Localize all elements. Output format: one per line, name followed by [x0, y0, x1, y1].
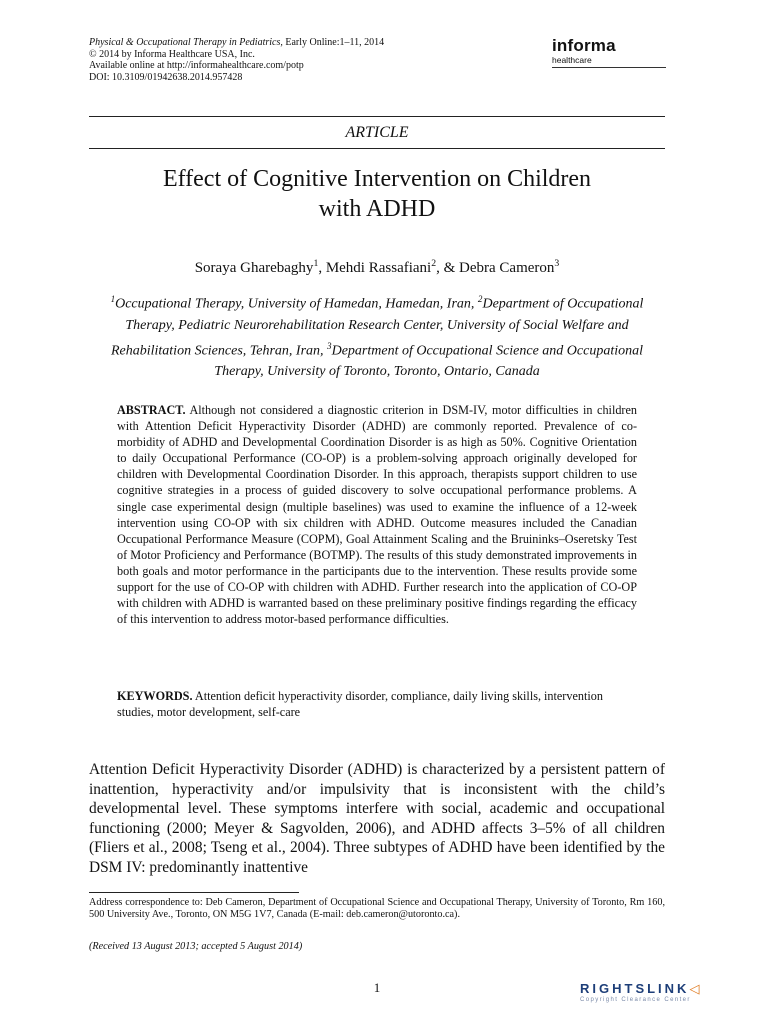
paper-title [89, 164, 665, 224]
author-list [89, 255, 665, 277]
affiliation-2: Department of Occupational Therapy, Pediatric Neurorehabilitation Research Center, University of Social Welfare and Rehabilitation Sciences, Tehran, Iran, [110, 296, 644, 359]
keywords-label: KEYWORDS. [117, 689, 193, 703]
top-rule [89, 116, 665, 117]
affiliation-1: Occupational Therapy, University of Hamedan, Hamedan, Iran, [115, 296, 478, 312]
availability-line: Available online at http://informahealthcare.com/potp [89, 60, 304, 71]
abstract-text: Although not considered a diagnostic criterion in DSM-IV, motor difficulties in children with Attention Deficit Hyperactivity Disorder (ADHD) are commonly reported. Prevalence of co-morbidity of ADHD and Developmental Coordination Disorder is as high as 50%. Cognitive Orientation to daily Occupational Performance (CO-OP) is a problem-solving approach originally developed for children with Developmental Coordination Disorder. In this approach, therapists support children to use cognitive strategies in a process of guided discovery to solve occupational performance problems. A single case experimental design (multiple baselines) was used to examine the influence of a 12-week intervention using CO-OP with six children with ADHD. Outcome measures included the Canadian Occupational Performance Measure (COPM), Goal Attainment Scaling and the Bruininks–Oseretsky Test of Motor Proficiency and Performance (BOTMP). The results of this study demonstrated improvements in both goals and motor performance in the participants due to the intervention. These results provide some support for the use of CO-OP with children with ADHD. Further research into the application of CO-OP with children with ADHD is warranted based on these preliminary positive findings regarding the efficacy of this intervention to address motor-based performance difficulties. [117, 403, 637, 627]
publisher-subname: healthcare [552, 55, 666, 68]
author-name: Debra Cameron [459, 260, 555, 276]
body-paragraph: Attention Deficit Hyperactivity Disorder (ADHD) is characterized by a persistent pattern of inattention, hyperactivity and/or impulsivity that is inconsistent with the child’s developmental level. These symptoms interfere with social, academic and occupational functioning (2000; Meyer & Sagvolden, 2006), and ADHD affects 3–5% of all children (Fliers et al., 2008; Tseng et al., 2004). Three subtypes of ADHD have been identified by the DSM IV: predominantly inattentive [89, 761, 665, 876]
copyright-line: © 2014 by Informa Healthcare USA, Inc. [89, 48, 255, 60]
title-line-2: with ADHD [318, 196, 436, 222]
journal-header [89, 37, 509, 83]
affil-mark: 1 [110, 294, 116, 304]
correspondence-footnote: Address correspondence to: Deb Cameron, Department of Occupational Science and Occupational Therapy, University of Toronto, Rm 160, 500 University Ave., Toronto, ON M5G 1V7, Canada (E-mail: deb.cameron@utoronto.ca). [89, 897, 665, 921]
abstract-label: ABSTRACT. [117, 403, 186, 417]
rightslink-logo [580, 982, 760, 1004]
title-line-1: Effect of Cognitive Intervention on Children [162, 166, 592, 192]
keywords [117, 688, 637, 720]
affil-mark: 3 [327, 340, 332, 351]
author-affil-mark: 3 [554, 258, 560, 269]
rightslink-tagline: Copyright Clearance Center [580, 997, 691, 1003]
keywords-text: Attention deficit hyperactivity disorder, compliance, daily living skills, intervention studies, motor development, self-care [117, 689, 603, 719]
rightslink-arrow-icon: ◁ [689, 981, 703, 996]
author-affil-mark: 2 [431, 258, 437, 269]
doi-line: DOI: 10.3109/01942638.2014.957428 [89, 71, 243, 83]
author-separator: , & [436, 260, 460, 276]
affiliation-3: Department of Occupational Science and Occupational Therapy, University of Toronto, Toronto, Ontario, Canada [214, 343, 644, 380]
author-separator: , [318, 260, 326, 276]
affiliations [89, 289, 665, 382]
received-dates: (Received 13 August 2013; accepted 5 August 2014) [89, 941, 303, 952]
author-name: Soraya Gharebaghy [194, 260, 314, 276]
publisher-logo [552, 37, 666, 68]
article-type-label: ARTICLE [345, 124, 409, 141]
article-rule [89, 148, 665, 149]
page-number: 1 [373, 980, 381, 995]
rightslink-wordmark [580, 982, 760, 996]
journal-issue: Early Online:1–11, 2014 [282, 37, 385, 48]
affil-mark: 2 [477, 294, 483, 304]
author-affil-mark: 1 [313, 258, 319, 269]
journal-citation [89, 37, 509, 49]
publisher-name: informa [552, 36, 616, 55]
abstract [117, 402, 637, 627]
journal-name: Physical & Occupational Therapy in Pediatrics, [89, 37, 283, 48]
rightslink-text: RIGHTSLINK [580, 981, 690, 996]
footnote-rule [89, 892, 299, 893]
author-name: Mehdi Rassafiani [325, 260, 432, 276]
